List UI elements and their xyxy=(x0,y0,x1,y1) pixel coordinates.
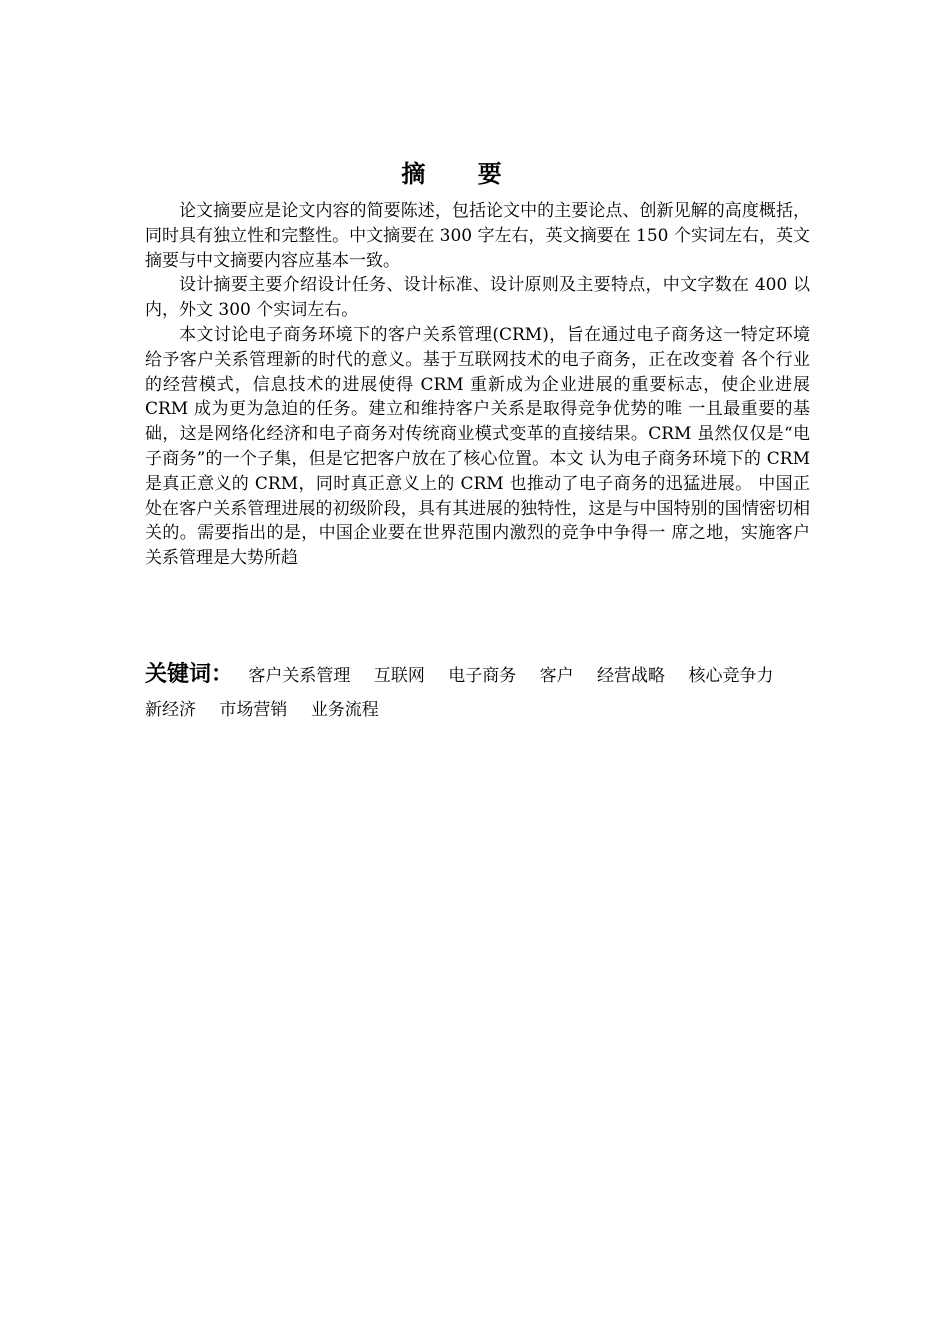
keyword-item: 互联网 xyxy=(373,666,425,686)
keyword-item: 电子商务 xyxy=(448,666,517,686)
abstract-paragraph-2: 设计摘要主要介绍设计任务、设计标准、设计原则及主要特点，中文字数在 400 以内，外文 300 个实词左右。 xyxy=(145,275,810,321)
keywords-label: 关键词： xyxy=(145,662,234,687)
abstract-paragraph-3: 本文讨论电子商务环境下的客户关系管理(CRM)，旨在通过电子商务这一特定环境给予客户关系管理新的时代的意义。基于互联网技术的电子商务，正在改变着 各个行业的经营模式，信息技术的进展使得 CRM 重新成为企业进展的重要标志，使企业进展 CRM 成为更为急迫的任务。建立和维持客户关系是取得竞争优势的唯 一且最重要的基础，这是网络化经济和电子商务对传统商业模式变革的直接结果。CRM 虽然仅仅是“电子商务”的一个子集，但是它把客户放在了核心位置。本文 认为电子商务环境下的 CRM 是真正意义的 CRM，同时真正意义上的 CRM 也推动了电子商务的迅猛进展。 中国正处在客户关系管理进展的初级阶段，具有其进展的独特性，这是与中国特别的国情密切相关的。需要指出的是，中国企业要在世界范围内激烈的竞争中争得一 席之地，实施客户关系管理是大势所趋 xyxy=(145,324,810,569)
keyword-item: 客户 xyxy=(539,666,574,686)
keywords-section xyxy=(145,658,810,727)
keyword-item: 客户关系管理 xyxy=(248,666,351,686)
keyword-item: 经营战略 xyxy=(597,666,666,686)
keyword-item: 核心竞争力 xyxy=(688,666,774,686)
abstract-body xyxy=(145,199,810,571)
keyword-item: 市场营销 xyxy=(219,700,288,720)
abstract-title: 摘 要 xyxy=(401,160,524,188)
abstract-paragraph-1: 论文摘要应是论文内容的简要陈述，包括论文中的主要论点、创新见解的高度概括，同时具有独立性和完整性。中文摘要在 300 字左右，英文摘要在 150 个实词左右，英文摘要与中文摘要内容应基本一致。 xyxy=(145,201,810,271)
keyword-item: 新经济 xyxy=(145,700,196,720)
keyword-item: 业务流程 xyxy=(310,700,379,720)
